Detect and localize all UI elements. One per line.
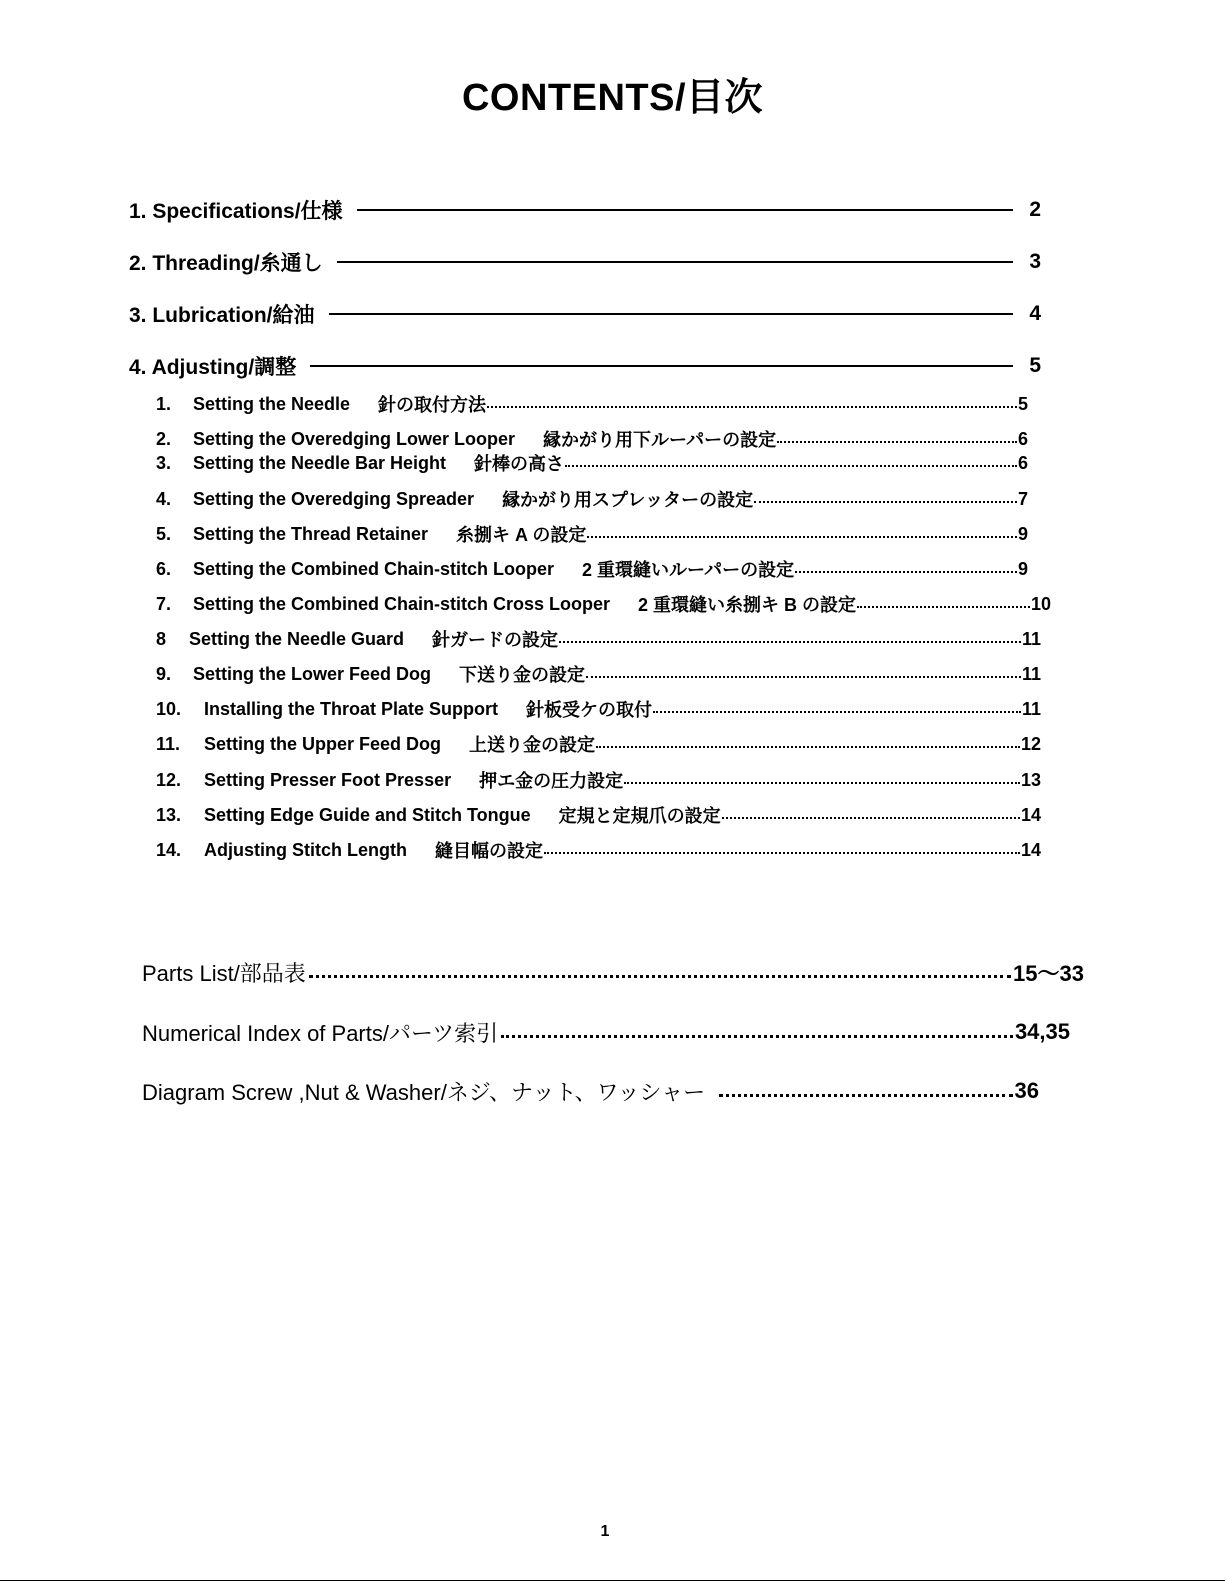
toc-subitem[interactable]: [156, 426, 1028, 452]
toc-subitem-jp: 針棒の高さ: [474, 454, 565, 474]
toc-section-label: 4. Adjusting/調整: [129, 356, 297, 379]
leader-line: [310, 365, 1013, 367]
toc-subitem-jp: 縁かがり用スプレッターの設定: [502, 490, 754, 510]
leader-dots: [586, 676, 1021, 678]
toc-page-number: 5: [1017, 393, 1028, 414]
toc-section-adjusting[interactable]: [129, 351, 1041, 381]
toc-subitem-jp: 定規と定規爪の設定: [558, 806, 721, 826]
toc-subitem[interactable]: [156, 802, 1041, 828]
toc-page-number: 4: [1029, 302, 1041, 325]
toc-section-threading[interactable]: [129, 247, 1041, 277]
toc-subitem[interactable]: [156, 661, 1041, 687]
leader-dots: [544, 852, 1020, 854]
leader-dots: [487, 406, 1017, 408]
toc-subitem-en: Setting the Upper Feed Dog: [204, 733, 442, 754]
toc-subitem-jp: 針ガードの設定: [432, 630, 559, 650]
bottom-rule: [0, 1580, 1225, 1581]
toc-subitem-jp: 下送り金の設定: [459, 665, 586, 685]
toc-subitem[interactable]: [156, 556, 1028, 582]
toc-subitem[interactable]: [156, 521, 1028, 547]
toc-subitem-en: Adjusting Stitch Length: [204, 839, 407, 860]
leader-dots: [795, 571, 1017, 573]
toc-page-number: 5: [1029, 354, 1041, 377]
leader-dots: [587, 536, 1017, 538]
toc-subitem-number: 8: [156, 628, 167, 649]
toc-page-number: 34,35: [1014, 1019, 1070, 1044]
toc-subitem[interactable]: [156, 696, 1041, 722]
toc-subitem-en: Setting the Needle Bar Height: [193, 452, 447, 473]
leader-dots: [777, 441, 1017, 443]
toc-subitem[interactable]: [156, 731, 1041, 757]
toc-subitem-jp: 2 重環縫い糸捌キ B の設定: [638, 595, 857, 615]
toc-subitem-en: Setting the Combined Chain-stitch Looper: [193, 558, 554, 579]
toc-extra-label: Parts List/部品表: [142, 960, 306, 986]
toc-page-number: 10: [1030, 593, 1051, 614]
toc-page-number: 14: [1020, 804, 1041, 825]
toc-page-number: 3: [1029, 250, 1041, 273]
leader-dots: [722, 817, 1020, 819]
leader-line: [329, 313, 1013, 315]
toc-page-number: 36: [1014, 1078, 1039, 1103]
toc-subitem-en: Setting Presser Foot Presser: [204, 769, 452, 790]
toc-subitem-en: Setting the Needle Guard: [189, 628, 405, 649]
page-title: CONTENTS/目次: [461, 77, 764, 119]
leader-dots: [719, 1094, 1012, 1097]
toc-subitem-jp: 2 重環縫いルーパーの設定: [582, 560, 795, 580]
leader-line: [337, 261, 1013, 263]
toc-subitem-jp: 押エ金の圧力設定: [479, 771, 624, 791]
leader-dots: [754, 501, 1017, 503]
toc-subitem-number: 1.: [156, 393, 172, 414]
toc-subitem[interactable]: [156, 486, 1028, 512]
toc-subitem-number: 6.: [156, 558, 172, 579]
toc-subitem-en: Setting the Needle: [193, 393, 351, 414]
toc-subitem[interactable]: [156, 391, 1028, 417]
toc-subitem-en: Setting the Overedging Lower Looper: [193, 428, 516, 449]
toc-subitem-en: Setting the Overedging Spreader: [193, 488, 475, 509]
toc-section-lubrication[interactable]: [129, 299, 1041, 329]
toc-section-specifications[interactable]: [129, 195, 1041, 225]
toc-subitem-en: Installing the Throat Plate Support: [204, 698, 499, 719]
toc-diagram-screw[interactable]: [142, 1075, 1039, 1107]
leader-dots: [596, 746, 1020, 748]
toc-subitem-en: Setting the Lower Feed Dog: [193, 663, 432, 684]
toc-subitem[interactable]: [156, 767, 1041, 793]
toc-subitem-jp: 糸捌キ A の設定: [456, 525, 587, 545]
toc-subitem[interactable]: [156, 591, 1051, 617]
toc-subitem-number: 13.: [156, 804, 182, 825]
toc-page-number: 11: [1021, 698, 1041, 719]
toc-page-number: 12: [1020, 733, 1041, 754]
toc-page-number: 6: [1017, 428, 1028, 449]
toc-page-number: 9: [1017, 558, 1028, 579]
toc-subitem-jp: 縁かがり用下ルーパーの設定: [543, 430, 777, 450]
toc-parts-list[interactable]: [142, 956, 1084, 988]
toc-extra-label: Numerical Index of Parts/パーツ索引: [142, 1020, 499, 1046]
leader-line: [357, 209, 1013, 211]
toc-subitem-jp: 針の取付方法: [378, 395, 487, 415]
toc-subitem-number: 12.: [156, 769, 182, 790]
leader-dots: [501, 1035, 1013, 1038]
toc-page-number: 11: [1021, 628, 1041, 649]
leader-dots: [857, 606, 1030, 608]
toc-subitem-number: 5.: [156, 523, 172, 544]
toc-subitem-en: Setting the Thread Retainer: [193, 523, 429, 544]
leader-dots: [565, 465, 1017, 467]
toc-subitem-jp: 針板受ケの取付: [526, 700, 653, 720]
toc-page-number: 2: [1029, 198, 1041, 221]
toc-subitem[interactable]: [156, 837, 1041, 863]
toc-subitem-number: 14.: [156, 839, 182, 860]
toc-subitem-number: 7.: [156, 593, 172, 614]
page-footer-number: 1: [600, 1523, 610, 1540]
toc-page-number: 14: [1020, 839, 1041, 860]
toc-page-number: 6: [1017, 452, 1028, 473]
toc-subitem-jp: 上送り金の設定: [469, 735, 596, 755]
toc-section-label: 1. Specifications/仕様: [129, 200, 343, 223]
toc-subitem-number: 10.: [156, 698, 182, 719]
toc-subitem-number: 3.: [156, 452, 172, 473]
toc-subitem-number: 11.: [156, 733, 181, 754]
toc-subitem[interactable]: [156, 450, 1028, 476]
toc-extra-label: Diagram Screw ,Nut & Washer/ネジ、ナット、ワッシャー: [142, 1079, 706, 1105]
toc-subitem-en: Setting Edge Guide and Stitch Tongue: [204, 804, 531, 825]
leader-dots: [309, 975, 1011, 978]
leader-dots: [559, 641, 1021, 643]
toc-page-number: 7: [1017, 488, 1028, 509]
toc-page-number: 15～33: [1013, 960, 1084, 986]
toc-page-number: 11: [1021, 663, 1041, 684]
toc-subitem-number: 9.: [156, 663, 172, 684]
toc-subitem[interactable]: [156, 626, 1041, 652]
leader-dots: [653, 711, 1021, 713]
toc-subitem-en: Setting the Combined Chain-stitch Cross Looper: [193, 593, 611, 614]
toc-numerical-index[interactable]: [142, 1016, 1070, 1048]
toc-page-number: 9: [1017, 523, 1028, 544]
toc-subitem-number: 2.: [156, 428, 172, 449]
toc-subitem-number: 4.: [156, 488, 172, 509]
toc-page-number: 13: [1020, 769, 1041, 790]
toc-section-label: 3. Lubrication/給油: [129, 304, 315, 327]
toc-section-label: 2. Threading/糸通し: [129, 252, 323, 275]
toc-subitem-jp: 縫目幅の設定: [434, 841, 543, 861]
leader-dots: [624, 782, 1020, 784]
